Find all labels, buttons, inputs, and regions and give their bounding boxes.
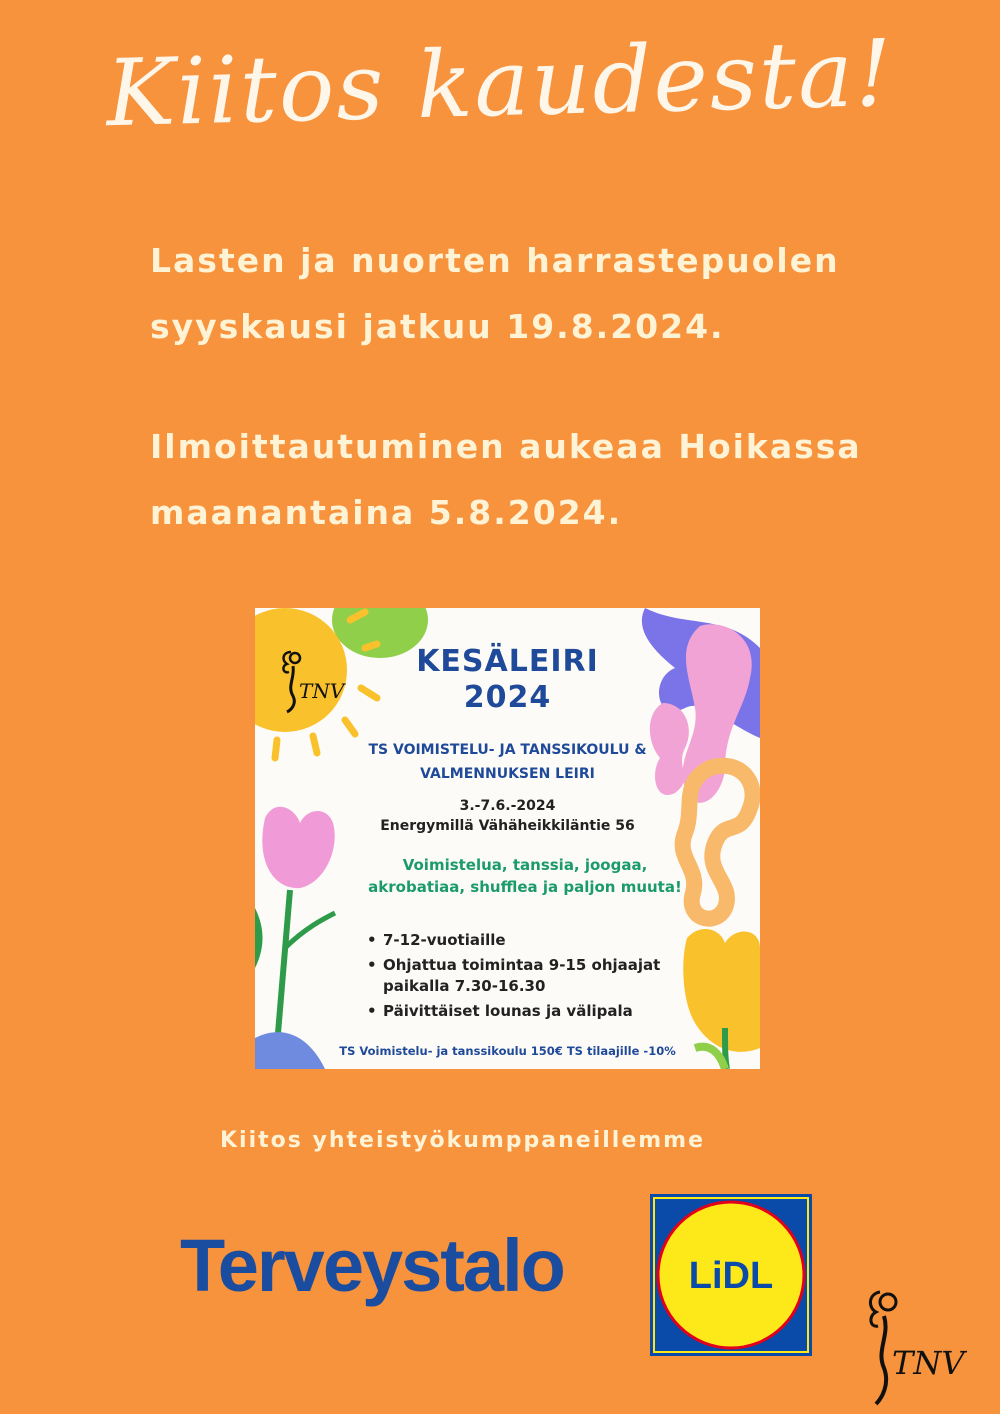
info-line-1: Lasten ja nuorten harrastepuolen — [150, 241, 840, 280]
list-item: • 7-12-vuotiaille — [367, 930, 687, 951]
tnv-logo-icon — [862, 1288, 972, 1408]
list-item: • Päivittäiset lounas ja välipala — [367, 1001, 687, 1022]
yellow-tulip-shape — [683, 929, 760, 1052]
poster-date: 3.-7.6.-2024 — [459, 798, 556, 814]
svg-text:LiDL: LiDL — [688, 1255, 774, 1297]
info-line-4: maanantaina 5.8.2024. — [150, 493, 623, 532]
poster-date-place — [255, 796, 760, 836]
poster-title-line-1: KESÄLEIRI — [416, 644, 599, 679]
poster-subtitle-line-2: VALMENNUKSEN LEIRI — [420, 766, 595, 782]
poster-activities: Voimistelua, tanssia, joogaa, akrobatiaa, shufflea ja paljon muuta! — [368, 856, 682, 896]
partners-heading: Kiitos yhteistyökumppaneillemme — [220, 1128, 706, 1153]
summer-camp-poster — [255, 608, 760, 1069]
terveystalo-logo: Terveystalo — [180, 1224, 564, 1307]
poster-place: Energymillä Vähäheikkiläntie 56 — [380, 818, 635, 834]
lidl-logo — [650, 1194, 812, 1356]
list-item: • Ohjattua toimintaa 9-15 ohjaajat paikalla 7.30-16.30 — [367, 955, 687, 997]
poster-footer: TS Voimistelu- ja tanssikoulu 150€ TS tilaajille -10% — [339, 1044, 676, 1058]
info-line-2: syyskausi jatkuu 19.8.2024. — [150, 307, 725, 346]
poster-title-line-2: 2024 — [463, 680, 552, 715]
poster-subtitle — [255, 738, 760, 786]
headline: Kiitos kaudesta! — [104, 19, 896, 148]
svg-text:TNV: TNV — [892, 1344, 965, 1382]
info-line-3: Ilmoittautuminen aukeaa Hoikassa — [150, 427, 862, 466]
poster-subtitle-line-1: TS VOIMISTELU- JA TANSSIKOULU & — [368, 742, 647, 758]
poster-bullet-list — [367, 930, 687, 1026]
poster-title — [255, 644, 760, 716]
svg-text:TNV: TNV — [299, 679, 345, 703]
